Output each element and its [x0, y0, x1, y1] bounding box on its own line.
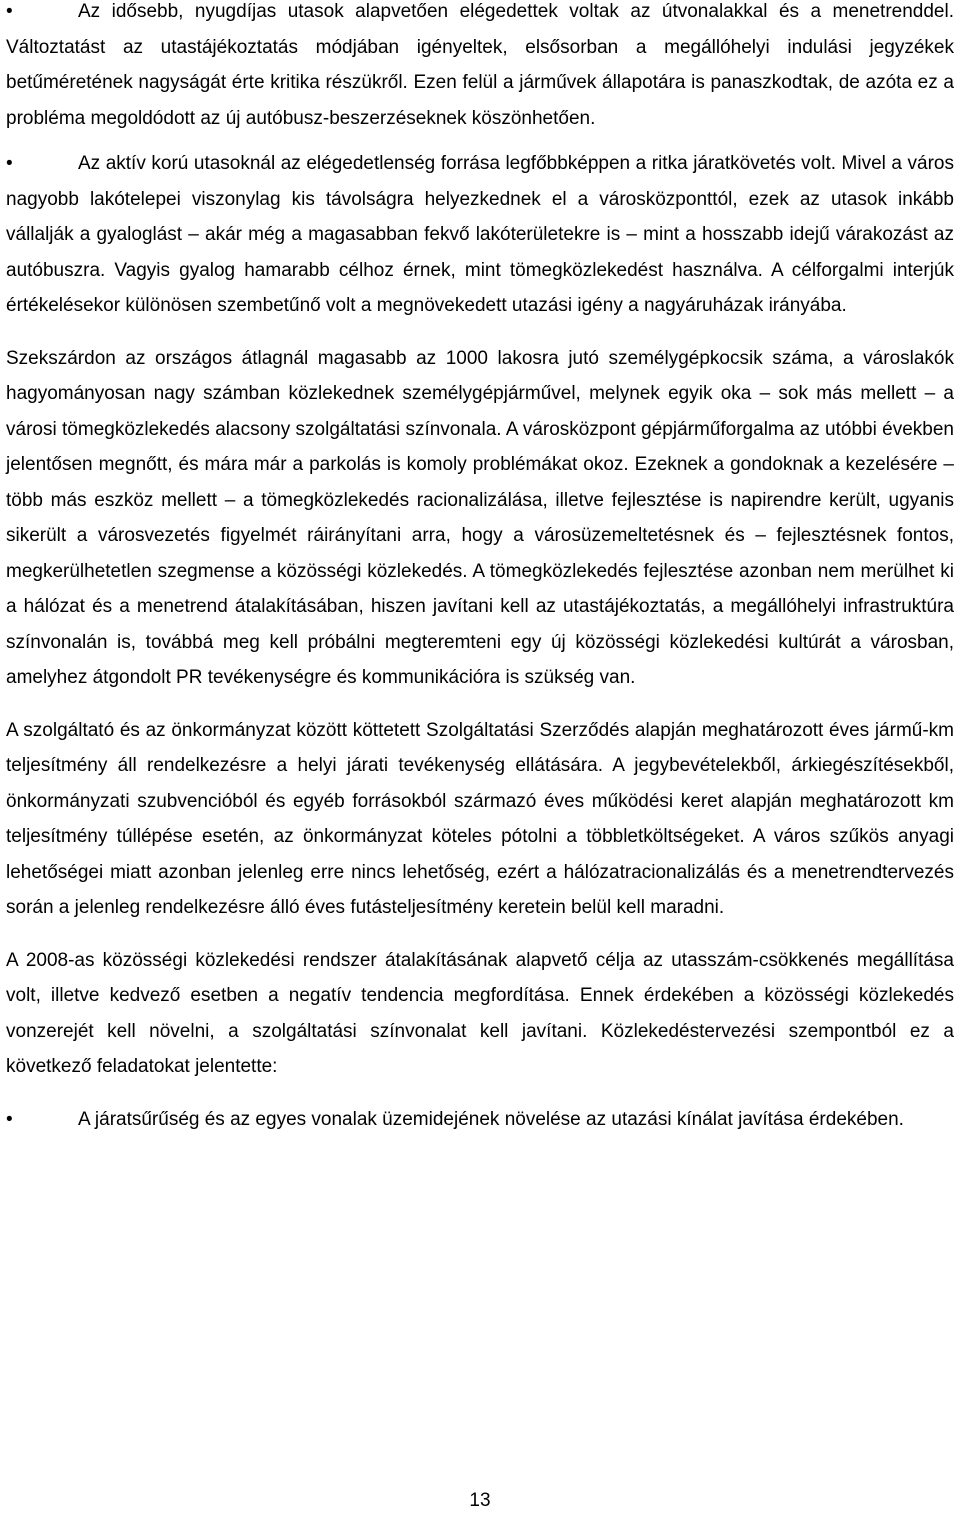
bullet-icon: •: [6, 153, 13, 174]
bullet-icon: •: [6, 1108, 13, 1130]
paragraph-service-contract: A szolgáltató és az önkormányzat között köttetett Szolgáltatási Szerződés alapján meghatározott éves jármű-km teljesítmény áll rendelkezésre a helyi járati tevékenység ellátására. A jegybevételekből, árkiegészítésekből, önkormányzati szubvencióból és egyéb forrásokból származó éves működési keret alapján meghatározott km teljesítmény túllépése esetén, az önkormányzat köteles pótolni a többletköltségeket. A város szűkös anyagi lehetőségei miatt azonban jelenleg erre nincs lehetőség, ezért a hálózatracionalizálás és a menetrendtervezés során a jelenleg rendelkezésre álló éves futásteljesítmény keretein belül kell maradni.: [6, 719, 954, 918]
bullet-paragraph-elderly: [6, 0, 954, 136]
bullet-text: Az aktív korú utasoknál az elégedetlenség forrása legfőbbképpen a ritka járatkövetés volt. Mivel a város nagyobb lakótelepei viszonylag kis távolságra helyezkednek el a városközponttól, ezek az utasok inkább vállalják a gyaloglást – akár még a magasabban fekvő lakóterületekre is – mint a hosszabb idejű várakozást az autóbuszra. Vagyis gyalog hamarabb célhoz érnek, mint tömegközlekedést használva. A célforgalmi interjúk értékelésekor különösen szembetűnő volt a megnövekedett utazási igény a nagyáruházak irányába.: [6, 153, 954, 316]
page-number: 13: [469, 1490, 491, 1511]
bullet-text: A járatsűrűség és az egyes vonalak üzemidejének növelése az utazási kínálat javítása érdekében.: [78, 1108, 904, 1130]
bullet-text: Az idősebb, nyugdíjas utasok alapvetően elégedettek voltak az útvonalakkal és a menetrenddel. Változtatást az utastájékoztatás módjában igényeltek, elsősorban a megállóhelyi indulási jegyzékek betűméretének nagyságát érte kritika részükről. Ezen felül a járművek állapotára is panaszkodtak, de azóta ez a probléma megoldódott az új autóbusz-beszerzéseknek köszönhetően.: [6, 1, 954, 129]
paragraph-2008-goals: A 2008-as közösségi közlekedési rendszer átalakításának alapvető célja az utasszám-csökkenés megállítása volt, illetve kedvező esetben a negatív tendencia megfordítása. Ennek érdekében a közösségi közlekedés vonzerejét kell növelni, a szolgáltatási színvonalat kell javítani. Közlekedéstervezési szempontból ez a következő feladatokat jelentette:: [6, 949, 954, 1077]
paragraph-szekszard-traffic: Szekszárdon az országos átlagnál magasabb az 1000 lakosra jutó személygépkocsik száma, a városlakók hagyományosan nagy számban közlekednek személygépjárművel, melynek egyik oka – sok más mellett – a városi tömegközlekedés alacsony szolgáltatási színvonala. A városközpont gépjárműforgalma az utóbbi években jelentősen megnőtt, és mára már a parkolás is komoly problémákat okoz. Ezeknek a gondoknak a kezelésére – több más eszköz mellett – a tömegközlekedés racionalizálása, illetve fejlesztése is napirendre került, ugyanis sikerült a városvezetés figyelmét ráirányítani arra, hogy a városüzemeltetésnek és – fejlesztésnek fontos, megkerülhetetlen szegmense a közösségi közlekedés. A tömegközlekedés fejlesztése azonban nem merülhet ki a hálózat és a menetrend átalakításában, hiszen javítani kell az utastájékoztatás, a megállóhelyi infrastruktúra színvonalán is, továbbá meg kell próbálni megteremteni egy új közösségi közlekedési kultúrát a városban, amelyhez átgondolt PR tevékenységre és kommunikációra is szükség van.: [6, 347, 954, 688]
bullet-paragraph-active-age: [6, 146, 954, 324]
bullet-icon: •: [6, 1, 13, 22]
bullet-paragraph-frequency: [6, 1102, 954, 1138]
document-page: [6, 0, 954, 1137]
